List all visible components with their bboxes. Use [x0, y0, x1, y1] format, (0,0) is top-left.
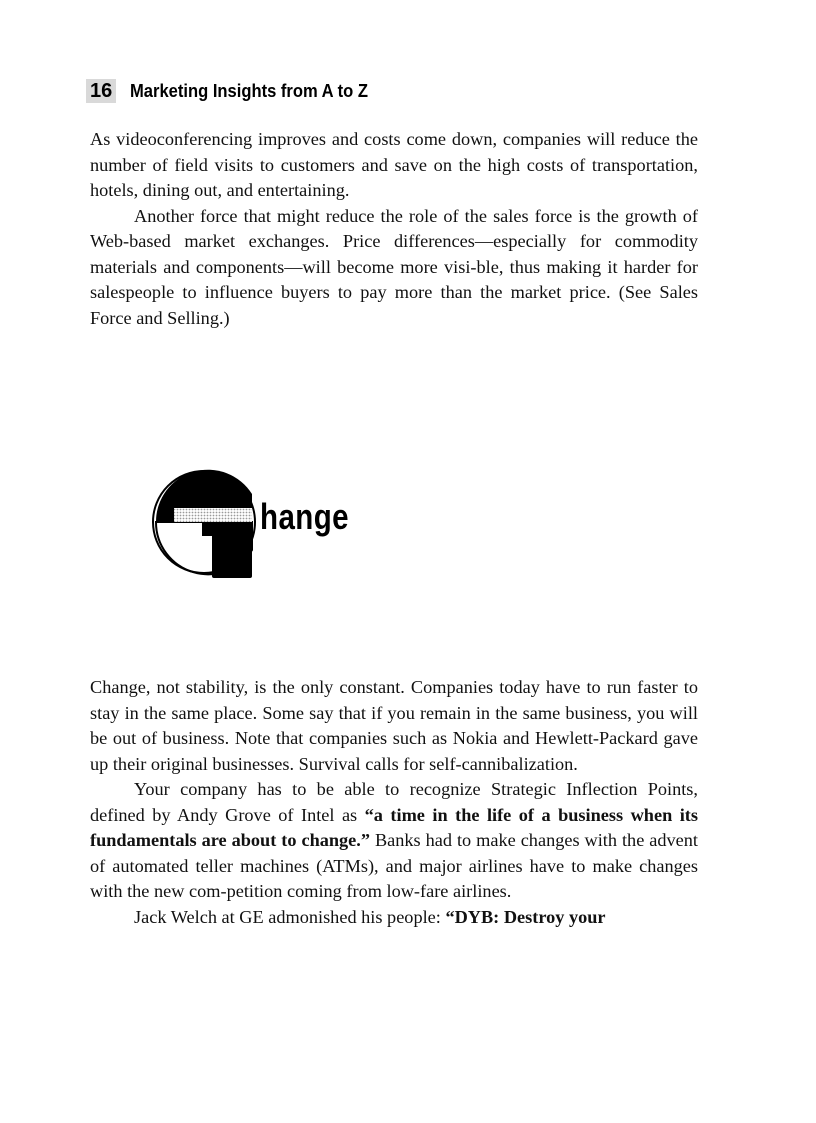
text-run: Your company has to be able to recognize Strategic Inflection Points, defined by Andy Grove of Intel as: [90, 779, 698, 825]
paragraph: [90, 905, 698, 931]
text-run: Banks had to make changes with the advent of automated teller machines (ATMs), and major airlines have to make changes with the new com-petition coming from low-fare airlines.: [90, 830, 699, 901]
section-title-text: hange: [260, 496, 349, 537]
paragraph: Another force that might reduce the role of the sales force is the growth of Web-based market exchanges. Price differences—especially for commodity materials and components—will become more visi-ble, thus making it harder for salespeople to influence buyers to pay more than the market price. (See Sales Force and Selling.): [90, 205, 698, 328]
running-head: [86, 78, 389, 104]
paragraph: As videoconferencing improves and costs come down, companies will reduce the number of field visits to customers and save on the high costs of transportation, hotels, dining out, and entertaining.: [90, 129, 698, 200]
bold-quote: “a time in the life of a business when its fundamentals are about to change.”: [90, 804, 698, 850]
text-run: Jack Welch at GE admonished his people:: [134, 906, 446, 927]
bold-quote: “DYB: Destroy your: [445, 906, 606, 927]
paragraph: Change, not stability, is the only constant. Companies today have to run faster to stay in the same place. Some say that if you remain in the same business, you will be out of business. Note that companies such as Nokia and Hewlett-Packard gave up their original businesses. Survival calls for self-cannibalization.: [90, 677, 698, 774]
initial-c-icon: [152, 466, 260, 580]
paragraph: [90, 777, 698, 905]
book-title: Marketing Insights from A to Z: [130, 80, 369, 101]
page-number: 16: [86, 79, 116, 103]
intro-text: [90, 127, 698, 331]
section-heading: [152, 466, 392, 580]
section-body: [90, 675, 698, 930]
